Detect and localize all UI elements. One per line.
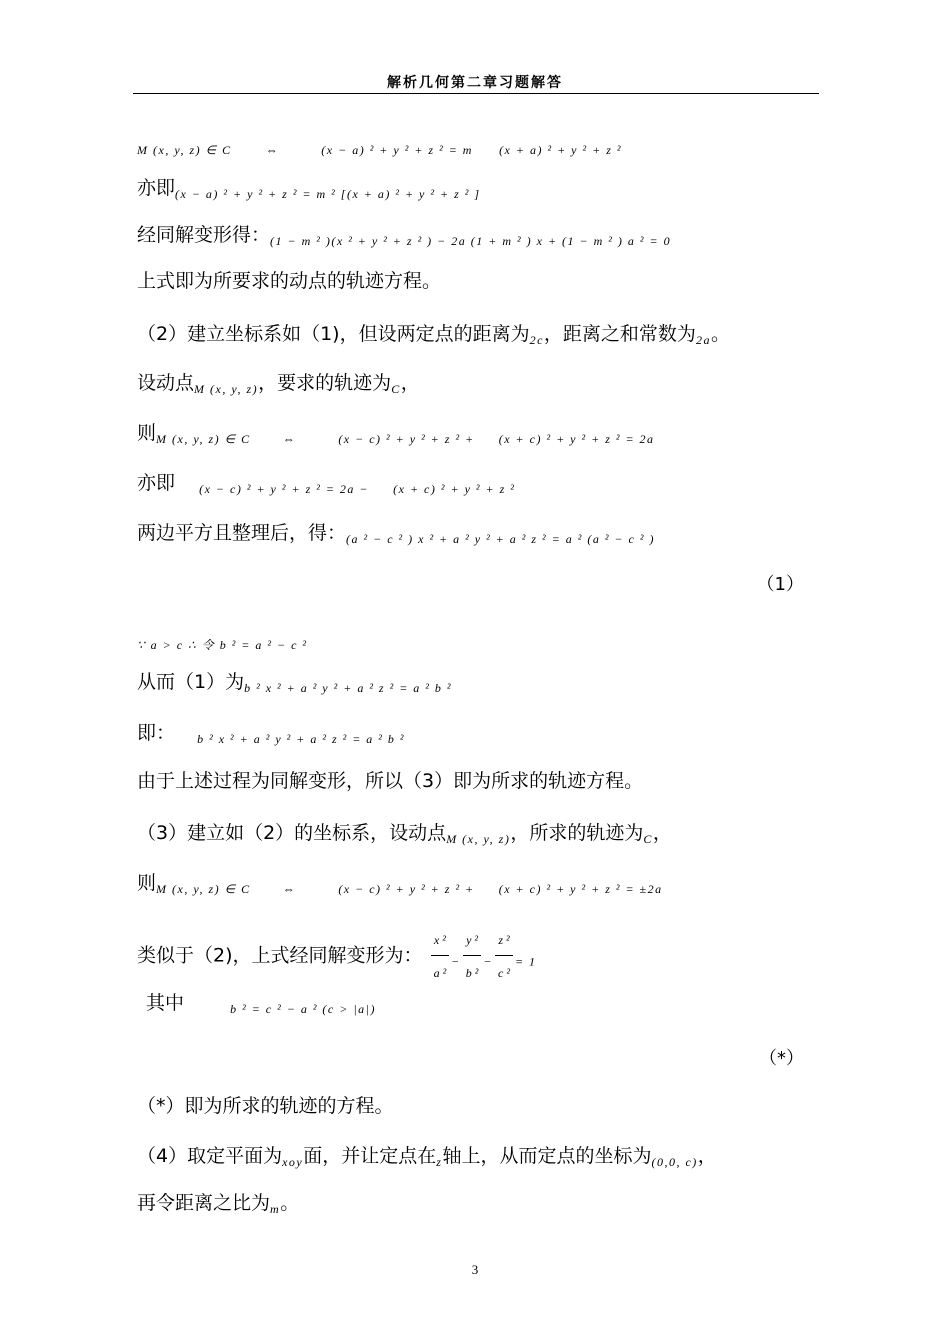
minus-sign: − [451, 954, 461, 969]
text: 则 [137, 872, 157, 894]
line-5 [137, 322, 730, 352]
math-expression: ∵ a > c ∴ 令 b ² = a ² − c ² [137, 638, 308, 652]
line-2 [137, 176, 481, 206]
text: 面，并让定点在 [303, 1145, 437, 1167]
fraction-y [463, 928, 482, 985]
text: 再令距离之比为 [137, 1192, 271, 1214]
line-13: 由于上述过程为同解变形，所以（3）即为所求的轨迹方程。 [137, 770, 644, 792]
math-expression: (1 − m ² )(x ² + y ² + z ² ) − 2a (1 + m ² ) x + (1 − m ² ) a ² = 0 [270, 234, 672, 248]
text: 即： [137, 722, 176, 744]
line-19 [137, 1144, 717, 1174]
text: ， [697, 1145, 717, 1167]
text: （2）建立坐标系如（1)，但设两定点的距离为 [137, 323, 530, 345]
line-3 [137, 223, 671, 253]
header-rule [133, 93, 819, 94]
page-number: 3 [471, 1262, 479, 1277]
math-expression: (x − a) ² + y ² + z ² = m [321, 143, 473, 157]
math-inline: M (x, y, z) [194, 382, 259, 396]
text: 类似于（2)，上式经同解变形为： [137, 944, 423, 967]
text: （4）取定平面为 [137, 1145, 283, 1167]
text: 则 [137, 422, 157, 444]
denominator: c ² [498, 966, 510, 980]
line-1 [137, 132, 622, 162]
math-inline: (0,0, c) [651, 1155, 698, 1169]
text: 。 [280, 1192, 300, 1214]
text: 两边平方且整理后，得： [137, 522, 347, 544]
line-8 [137, 471, 515, 501]
text: 经同解变形得： [137, 224, 271, 246]
math-expression: (x − c) ² + y ² + z ² + [338, 882, 475, 896]
math-condition: M (x, y, z) ∈ C [156, 882, 251, 896]
math-expression: b ² = c ² − a ² (c > |a|) [230, 1002, 376, 1016]
numerator: y ² [463, 928, 482, 956]
line-11 [137, 670, 452, 700]
line-17 [146, 991, 376, 1021]
line-14 [137, 821, 672, 851]
fraction-x [431, 928, 450, 985]
line-18: （*）即为所求的轨迹的方程。 [137, 1095, 394, 1117]
line-7 [137, 421, 655, 451]
line-4: 上式即为所要求的动点的轨迹方程。 [137, 270, 442, 292]
text: 设动点 [137, 372, 195, 394]
math-equivalence: ⇔ [282, 882, 297, 896]
equals-one: = 1 [514, 954, 537, 969]
math-expression: (x + c) ² + y ² + z ² [393, 482, 516, 496]
minus-sign: − [483, 954, 493, 969]
math-inline: 2c [529, 333, 544, 347]
line-15 [137, 871, 663, 901]
math-equivalence: ⇔ [282, 432, 297, 446]
math-expression: (x + c) ² + y ² + z ² = 2a [498, 432, 655, 446]
math-inline: m [270, 1202, 281, 1216]
line-9 [137, 521, 655, 551]
line-12 [137, 721, 405, 751]
math-expression: (x − c) ² + y ² + z ² + [338, 432, 475, 446]
equation-number: （*） [759, 1048, 804, 1069]
text: 亦即 [137, 177, 176, 199]
text: ，要求的轨迹为 [258, 372, 392, 394]
math-expression: (a ² − c ² ) x ² + a ² y ² + a ² z ² = a ² (a ² − c ² ) [346, 532, 655, 546]
math-expression: b ² x ² + a ² y ² + a ² z ² = a ² b ² [197, 732, 406, 746]
math-inline: 2a [695, 333, 711, 347]
math-condition: M (x, y, z) ∈ C [137, 143, 232, 157]
text: ， [400, 372, 420, 394]
math-expression: (x + c) ² + y ² + z ² = ±2a [498, 882, 663, 896]
math-equivalence: ⇔ [265, 143, 280, 157]
text: （3）建立如（2）的坐标系，设动点 [137, 822, 447, 844]
fraction-z [495, 928, 513, 985]
math-inline: M (x, y, z) [446, 832, 511, 846]
math-inline: z [436, 1155, 443, 1169]
math-inline: xoy [282, 1155, 304, 1169]
numerator: x ² [431, 928, 450, 956]
math-condition: M (x, y, z) ∈ C [156, 432, 251, 446]
text: 其中 [146, 992, 185, 1014]
denominator: b ² [465, 966, 479, 980]
math-expression: (x − c) ² + y ² + z ² = 2a − [199, 482, 370, 496]
math-inline: C [391, 382, 401, 396]
math-inline: C [643, 832, 653, 846]
text: ，距离之和常数为 [543, 323, 696, 345]
text: ， [652, 822, 672, 844]
line-6 [137, 371, 420, 401]
text: 从而（1）为 [137, 671, 245, 693]
line-10 [137, 627, 308, 657]
math-expression: (x + a) ² + y ² + z ² [499, 143, 622, 157]
denominator: a ² [433, 966, 447, 980]
text: ，所求的轨迹为 [510, 822, 644, 844]
math-expression: (x − a) ² + y ² + z ² = m ² [(x + a) ² + y ² + z ² ] [175, 187, 481, 201]
text: 亦即 [137, 472, 176, 494]
text: 。 [710, 323, 730, 345]
line-16 [137, 928, 537, 985]
page-header-title: 解析几何第二章习题解答 [387, 75, 563, 91]
text: 轴上，从而定点的坐标为 [442, 1145, 652, 1167]
line-20 [137, 1191, 299, 1221]
equation-number: （1） [756, 574, 804, 595]
numerator: z ² [495, 928, 513, 956]
math-expression: b ² x ² + a ² y ² + a ² z ² = a ² b ² [244, 681, 452, 695]
